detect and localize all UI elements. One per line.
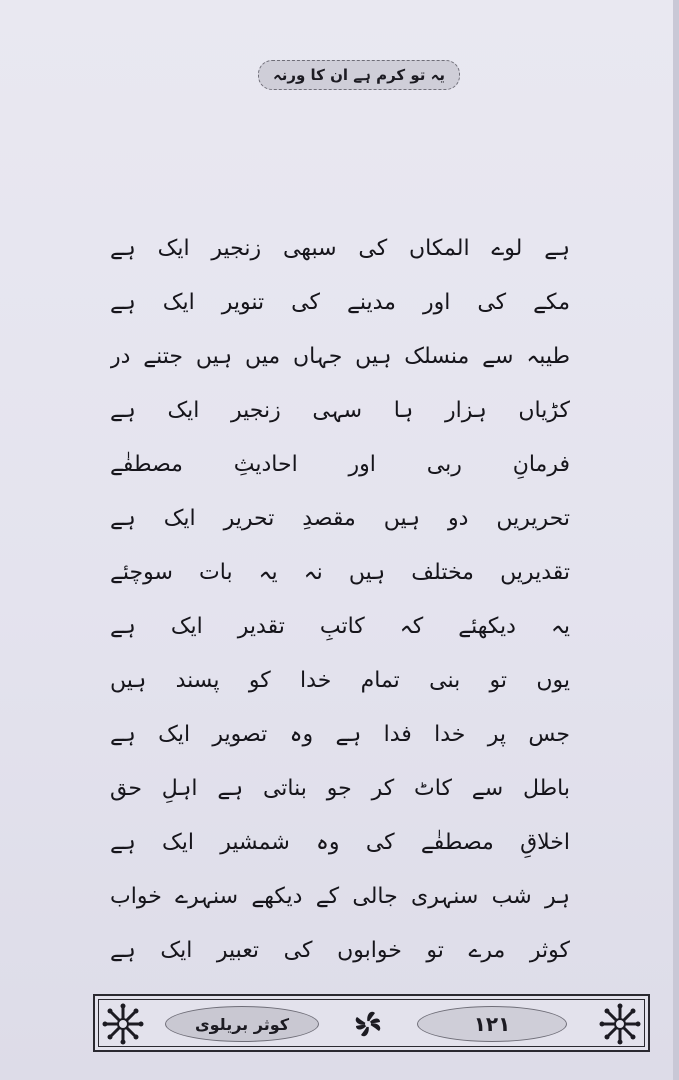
header-banner (258, 60, 460, 90)
verse-line: باطل سے کاٹ کر جو بناتی ہے اہلِ حق (110, 776, 570, 801)
verse-line: یہ دیکھئے کہ کاتبِ تقدیر ایک ہے (110, 614, 570, 639)
verse-line: تقدیریں مختلف ہیں نہ یہ بات سوچئے (110, 560, 570, 585)
flower-ornament-icon (349, 1005, 387, 1043)
star-ornament-icon (598, 1002, 642, 1046)
verse-line: کڑیاں ہزار ہا سہی زنجیر ایک ہے (110, 398, 570, 423)
verse-line: طیبہ سے منسلک ہیں جہاں میں ہیں جتنے در (110, 344, 570, 369)
verse-line: کوثر مرے تو خوابوں کی تعبیر ایک ہے (110, 938, 570, 963)
verse-line: اخلاقِ مصطفٰے کی وہ شمشیر ایک ہے (110, 830, 570, 855)
author-name-oval (165, 1006, 319, 1042)
verse-line: ہر شب سنہری جالی کے دیکھے سنہرے خواب (110, 884, 570, 909)
author-name: کوثر بریلوی (194, 1014, 290, 1034)
page-header-title: یہ تو کرم ہے ان کا ورنہ (272, 66, 446, 84)
star-ornament-icon (101, 1002, 145, 1046)
poem-body (110, 222, 570, 978)
verse-line: یوں تو بنی تمام خدا کو پسند ہیں (110, 668, 570, 693)
verse-line: تحریریں دو ہیں مقصدِ تحریر ایک ہے (110, 506, 570, 531)
verse-line: فرمانِ ربی اور احادیثِ مصطفٰے (110, 452, 570, 477)
page-number: ۱۲۱ (473, 1012, 511, 1036)
verse-line: ہے لوے المکاں کی سبھی زنجیر ایک ہے (110, 236, 570, 261)
verse-line: مکے کی اور مدینے کی تنویر ایک ہے (110, 290, 570, 315)
page-number-oval (417, 1006, 567, 1042)
page-footer (93, 994, 650, 1052)
verse-line: جس پر خدا فدا ہے وہ تصویر ایک ہے (110, 722, 570, 747)
